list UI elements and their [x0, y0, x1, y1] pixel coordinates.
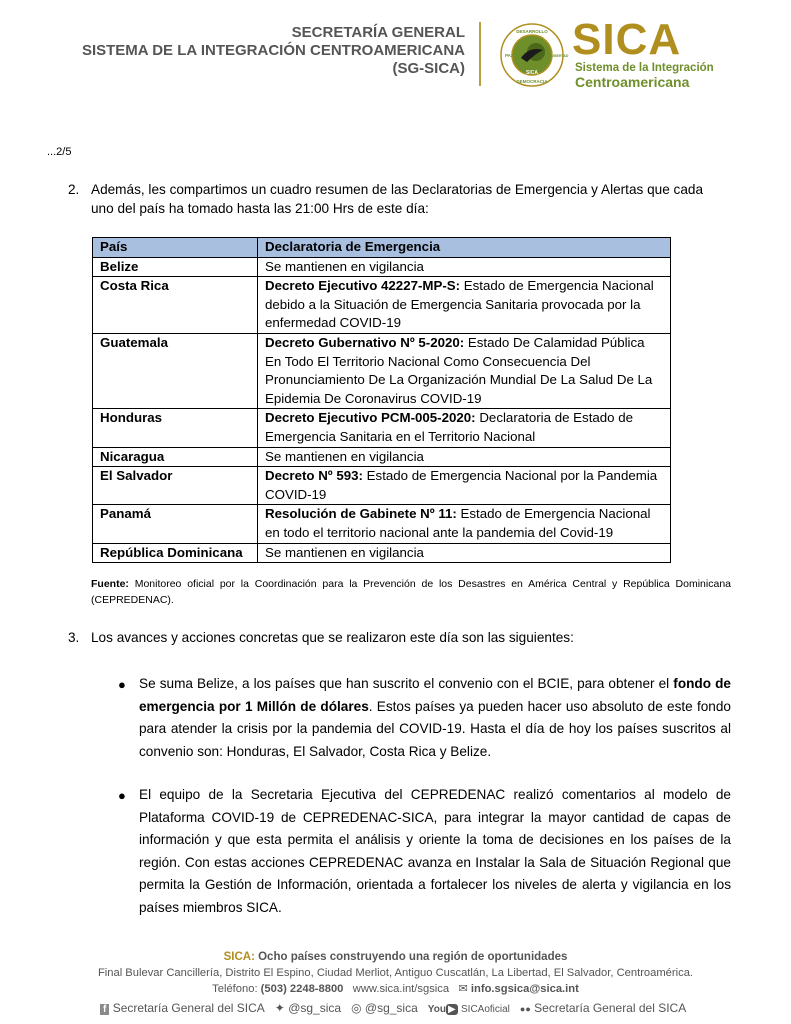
instagram-icon: ◎	[351, 1001, 362, 1015]
item-2-number: 2.	[68, 182, 80, 197]
header-divider	[479, 22, 481, 86]
flickr-link[interactable]: Secretaría General del SICA	[534, 1001, 687, 1015]
table-row	[93, 543, 671, 563]
emergency-declarations-table	[92, 237, 671, 563]
table-row	[93, 467, 671, 505]
svg-text:PAZ: PAZ	[505, 53, 514, 58]
declaration-cell: Resolución de Gabinete Nº 11: Estado de Emergencia Nacional en todo el territorio nacional ante la pandemia del Covid-19	[258, 505, 671, 543]
sica-logo-word: SICA	[572, 15, 682, 64]
declaration-cell: Decreto Gubernativo Nº 5-2020: Estado De Calamidad Pública En Todo El Territorio Nacional Como Consecuencia Del Pronunciamiento De La Organización Mundial De La Salud De La Epidemia De Coronavirus COVID-19	[258, 333, 671, 408]
svg-text:DEMOCRACIA: DEMOCRACIA	[516, 79, 548, 84]
item-3-number: 3.	[68, 630, 80, 645]
flickr-icon: ●●	[519, 1004, 531, 1014]
facebook-icon: f	[100, 1004, 109, 1015]
country-cell: Honduras	[93, 409, 258, 447]
item-2-line-1: Además, les compartimos un cuadro resumen de las Declaratorias de Emergencia y Alertas que cada	[91, 182, 704, 197]
footer-slogan: SICA: Ocho países construyendo una región de oportunidades	[223, 951, 568, 963]
email-icon: ✉	[458, 983, 468, 995]
svg-text:DESARROLLO: DESARROLLO	[516, 29, 548, 34]
table-row	[93, 447, 671, 467]
phone-number: (503) 2248-8800	[260, 983, 344, 995]
bullet-icon: ●	[118, 788, 126, 803]
bullet-icon: ●	[118, 677, 126, 692]
declaration-cell: Se mantienen en vigilancia	[258, 447, 671, 467]
facebook-link[interactable]: Secretaría General del SICA	[112, 1001, 265, 1015]
sica-logo-subtitle-2: Centroamericana	[575, 74, 690, 90]
twitter-icon: ✦	[274, 1001, 285, 1015]
footer-address: Final Bulevar Cancillería, Distrito El Espino, Ciudad Merliot, Antiguo Cuscatlán, La Libertad, El Salvador, Centroamérica.	[97, 967, 694, 979]
country-cell: Costa Rica	[93, 277, 258, 334]
table-header-row	[93, 238, 671, 258]
header-declaration: Declaratoria de Emergencia	[258, 238, 671, 258]
country-cell: República Dominicana	[93, 543, 258, 563]
bullet-paragraph-1: Se suma Belize, a los países que han suscrito el convenio con el BCIE, para obtener el fondo de emergencia por 1 Millón de dólares. Estos países ya pueden hacer uso absoluto de este fondo para atender la crisis por la pandemia del COVID-19. Hasta el día de hoy los países suscritos al convenio son: Honduras, El Salvador, Costa Rica y Belize.	[139, 676, 731, 759]
page-number: ...2/5	[47, 146, 72, 158]
instagram-link[interactable]: @sg_sica	[364, 1001, 418, 1015]
country-cell: Guatemala	[93, 333, 258, 408]
youtube-link[interactable]: SICAoficial	[461, 1004, 510, 1015]
country-cell: Panamá	[93, 505, 258, 543]
header-country: País	[93, 238, 258, 258]
table-row	[93, 277, 671, 334]
declaration-cell: Se mantienen en vigilancia	[258, 257, 671, 277]
country-cell: El Salvador	[93, 467, 258, 505]
item-2-line-2: uno del país ha tomado hasta las 21:00 Hrs de este día:	[91, 201, 429, 216]
footer-social	[100, 1001, 700, 1015]
svg-text:SICA: SICA	[526, 70, 538, 76]
table-row	[93, 257, 671, 277]
header-line-3: (SG-SICA)	[392, 60, 465, 77]
declaration-cell: Decreto Nº 593: Estado de Emergencia Nacional por la Pandemia COVID-19	[258, 467, 671, 505]
country-cell: Belize	[93, 257, 258, 277]
country-cell: Nicaragua	[93, 447, 258, 467]
bullet-paragraph-2: El equipo de la Secretaria Ejecutiva del CEPREDENAC realizó comentarios al modelo de Plataforma COVID-19 de CEPREDENAC-SICA, para integrar la mayor cantidad de capas de información y que esta permita el análisis y oriente la toma de decisiones en los países de la región. Con estas acciones CEPREDENAC avanza en Instalar la Sala de Situación Regional que permita la Gestión de Información, orientada a fortalecer los niveles de alerta y vigilancia en los países miembros SICA.	[139, 787, 731, 915]
table-row	[93, 333, 671, 408]
twitter-link[interactable]: @sg_sica	[288, 1001, 342, 1015]
phone-label: Teléfono:	[212, 983, 261, 995]
sica-logo-subtitle-1: Sistema de la Integración	[575, 62, 714, 74]
youtube-icon: You ▶	[427, 1004, 456, 1015]
item-3-text: Los avances y acciones concretas que se realizaron este día son las siguientes:	[91, 630, 574, 645]
table-row	[93, 409, 671, 447]
svg-text:LIBERTAD: LIBERTAD	[551, 54, 569, 58]
declaration-cell: Se mantienen en vigilancia	[258, 543, 671, 563]
header-line-1: SECRETARÍA GENERAL	[291, 24, 465, 41]
declaration-cell: Decreto Ejecutivo 42227-MP-S: Estado de Emergencia Nacional debido a la Situación de Emergencia Sanitaria provocada por la enfermedad COVID-19	[258, 277, 671, 334]
table-row	[93, 505, 671, 543]
website-link[interactable]: www.sica.int/sgsica	[352, 983, 450, 995]
declaration-cell: Decreto Ejecutivo PCM-005-2020: Declaratoria de Estado de Emergencia Sanitaria en el Territorio Nacional	[258, 409, 671, 447]
table-source-note: Fuente: Monitoreo oficial por la Coordinación para la Prevención de los Desastres en América Central y República Dominicana (CEPREDENAC).	[91, 578, 731, 606]
sica-seal-logo	[499, 22, 569, 88]
email-link[interactable]: info.sgsica@sica.int	[470, 983, 579, 995]
footer-contact	[0, 982, 791, 995]
header-line-2: SISTEMA DE LA INTEGRACIÓN CENTROAMERICANA	[81, 42, 465, 59]
